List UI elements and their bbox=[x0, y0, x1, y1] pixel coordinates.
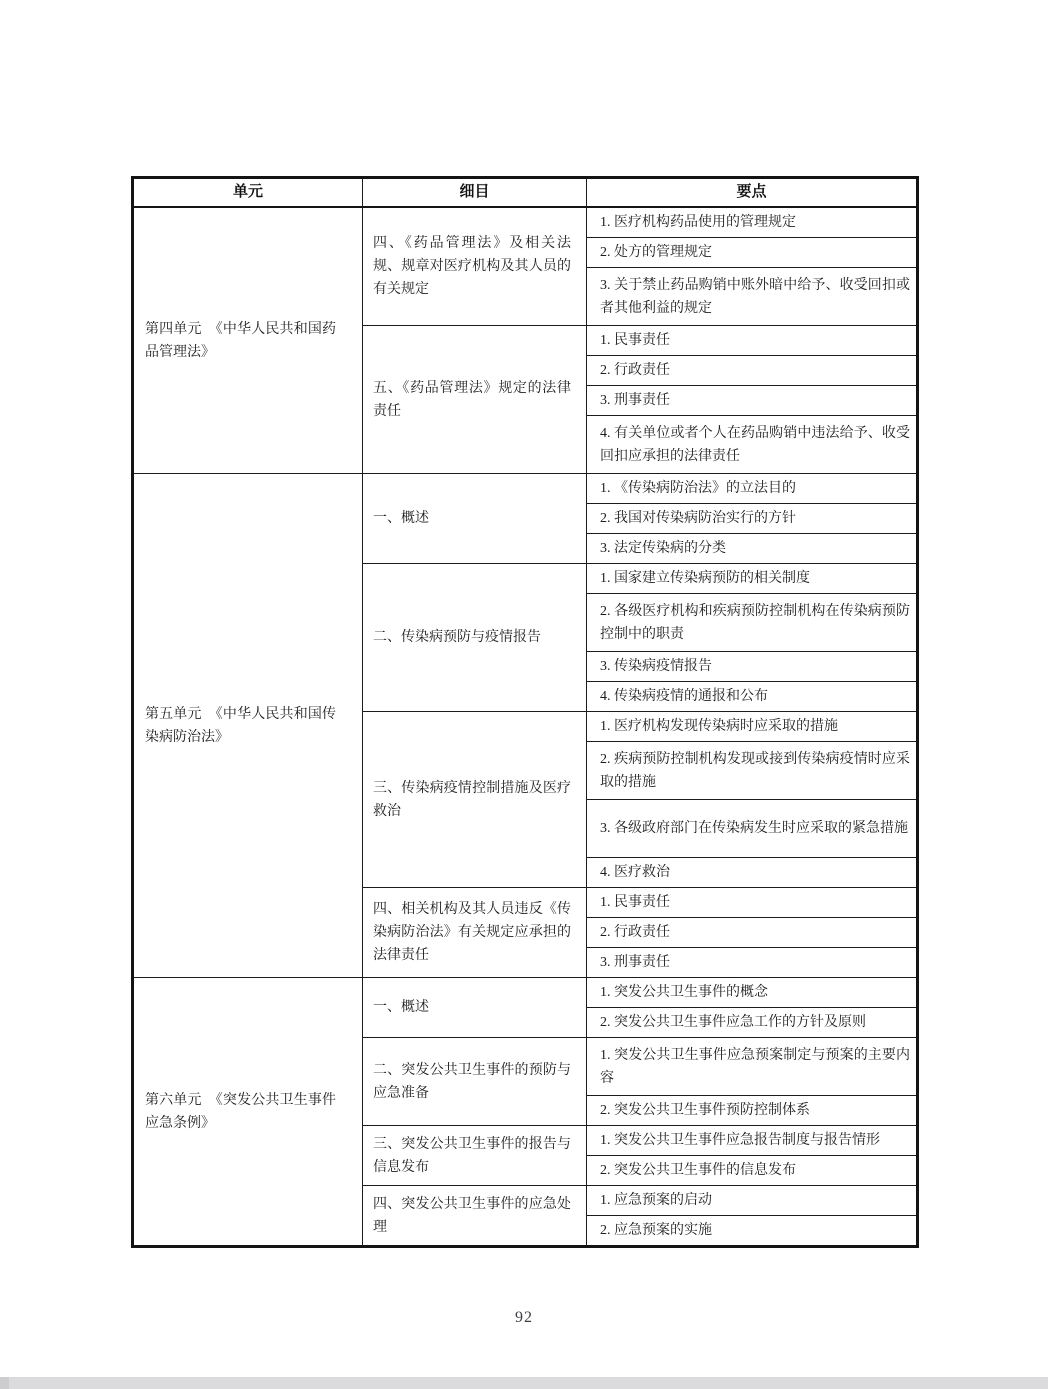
header-row bbox=[133, 178, 918, 208]
column-header-detail: 细目 bbox=[363, 178, 587, 208]
point-cell: 3. 各级政府部门在传染病发生时应采取的紧急措施 bbox=[587, 800, 918, 858]
detail-cell: 一、概述 bbox=[363, 978, 587, 1038]
point-cell: 3. 刑事责任 bbox=[587, 948, 918, 978]
point-cell: 2. 行政责任 bbox=[587, 918, 918, 948]
page-number: 92 bbox=[515, 1309, 533, 1326]
scrollbar-left-cap bbox=[0, 1377, 9, 1389]
syllabus-table bbox=[131, 176, 919, 1248]
detail-cell: 三、突发公共卫生事件的报告与信息发布 bbox=[363, 1126, 587, 1186]
point-cell: 2. 疾病预防控制机构发现或接到传染病疫情时应采取的措施 bbox=[587, 742, 918, 800]
point-cell: 2. 突发公共卫生事件的信息发布 bbox=[587, 1156, 918, 1186]
detail-cell: 四、相关机构及其人员违反《传染病防治法》有关规定应承担的法律责任 bbox=[363, 888, 587, 978]
detail-cell: 五、《药品管理法》规定的法律责任 bbox=[363, 326, 587, 474]
detail-cell: 三、传染病疫情控制措施及医疗救治 bbox=[363, 712, 587, 888]
detail-cell: 四、《药品管理法》及相关法规、规章对医疗机构及其人员的有关规定 bbox=[363, 207, 587, 326]
point-cell: 1. 国家建立传染病预防的相关制度 bbox=[587, 564, 918, 594]
point-cell: 1. 民事责任 bbox=[587, 888, 918, 918]
table-row bbox=[133, 207, 918, 238]
detail-cell: 二、突发公共卫生事件的预防与应急准备 bbox=[363, 1038, 587, 1126]
unit-cell: 第四单元 《中华人民共和国药品管理法》 bbox=[133, 207, 363, 474]
point-cell: 1. 民事责任 bbox=[587, 326, 918, 356]
point-cell: 1. 医疗机构药品使用的管理规定 bbox=[587, 207, 918, 238]
column-header-points: 要点 bbox=[587, 178, 918, 208]
point-cell: 2. 各级医疗机构和疾病预防控制机构在传染病预防控制中的职责 bbox=[587, 594, 918, 652]
point-cell: 3. 刑事责任 bbox=[587, 386, 918, 416]
point-cell: 2. 突发公共卫生事件应急工作的方针及原则 bbox=[587, 1008, 918, 1038]
point-cell: 1. 突发公共卫生事件的概念 bbox=[587, 978, 918, 1008]
point-cell: 3. 法定传染病的分类 bbox=[587, 534, 918, 564]
table-row bbox=[133, 474, 918, 504]
point-cell: 3. 关于禁止药品购销中账外暗中给予、收受回扣或者其他利益的规定 bbox=[587, 268, 918, 326]
point-cell: 1. 突发公共卫生事件应急预案制定与预案的主要内容 bbox=[587, 1038, 918, 1096]
unit-cell: 第六单元 《突发公共卫生事件应急条例》 bbox=[133, 978, 363, 1247]
column-header-unit: 单元 bbox=[133, 178, 363, 208]
point-cell: 4. 传染病疫情的通报和公布 bbox=[587, 682, 918, 712]
point-cell: 2. 我国对传染病防治实行的方针 bbox=[587, 504, 918, 534]
detail-cell: 四、突发公共卫生事件的应急处理 bbox=[363, 1186, 587, 1247]
window-bottom-scrollbar bbox=[0, 1377, 1048, 1389]
point-cell: 2. 处方的管理规定 bbox=[587, 238, 918, 268]
point-cell: 2. 突发公共卫生事件预防控制体系 bbox=[587, 1096, 918, 1126]
unit-cell: 第五单元 《中华人民共和国传染病防治法》 bbox=[133, 474, 363, 978]
point-cell: 2. 行政责任 bbox=[587, 356, 918, 386]
point-cell: 1. 突发公共卫生事件应急报告制度与报告情形 bbox=[587, 1126, 918, 1156]
point-cell: 3. 传染病疫情报告 bbox=[587, 652, 918, 682]
point-cell: 4. 医疗救治 bbox=[587, 858, 918, 888]
point-cell: 4. 有关单位或者个人在药品购销中违法给予、收受回扣应承担的法律责任 bbox=[587, 416, 918, 474]
point-cell: 1. 医疗机构发现传染病时应采取的措施 bbox=[587, 712, 918, 742]
detail-cell: 二、传染病预防与疫情报告 bbox=[363, 564, 587, 712]
point-cell: 1. 应急预案的启动 bbox=[587, 1186, 918, 1216]
table-row bbox=[133, 978, 918, 1008]
point-cell: 2. 应急预案的实施 bbox=[587, 1216, 918, 1247]
point-cell: 1. 《传染病防治法》的立法目的 bbox=[587, 474, 918, 504]
detail-cell: 一、概述 bbox=[363, 474, 587, 564]
